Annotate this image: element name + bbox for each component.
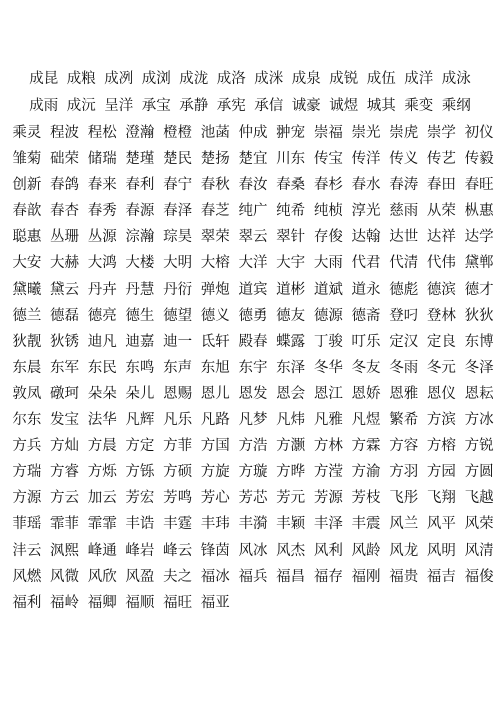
name-cell: 方定 [125,438,155,455]
name-cell: 础荣 [50,151,80,168]
header-name: 乘变 [404,98,434,114]
name-cell: 芳元 [276,490,306,507]
name-cell: 风平 [426,516,456,533]
name-cell: 迪嘉 [125,333,155,350]
name-cell: 春泽 [163,203,193,220]
name-cell: 迪凡 [87,333,117,350]
name-cell: 春芝 [200,203,230,220]
name-cell: 德才 [464,281,494,298]
name-cell: 福卿 [87,594,117,611]
name-cell: 风清 [464,542,494,559]
name-cell: 达世 [389,229,419,246]
name-cell: 夫之 [163,568,193,585]
name-cell: 传艺 [426,151,456,168]
name-cell: 大雨 [313,255,343,272]
name-cell: 程松 [87,125,117,141]
name-cell: 慈雨 [389,203,419,220]
header-name: 呈洋 [104,98,134,114]
name-cell: 方烁 [87,464,117,481]
name-cell: 纯桢 [313,203,343,220]
name-cell: 福兵 [238,568,268,585]
header-name: 成泷 [179,71,209,87]
name-cell: 达祥 [426,229,456,246]
name-cell: 大鸿 [87,255,117,272]
name-cell: 大赫 [50,255,80,272]
name-cell: 风冰 [238,542,268,559]
name-cell: 聪惠 [12,229,42,246]
name-cell: 方灿 [50,438,80,455]
name-cell: 凡雅 [313,412,343,429]
name-cell: 法华 [87,412,117,429]
name-cell: 黛曦 [12,281,42,298]
header-name: 承宪 [216,98,246,114]
name-cell: 代伟 [426,255,456,272]
name-cell: 霏霏 [87,516,117,533]
header-row-1 [0,66,500,93]
name-cell: 风明 [426,542,456,559]
name-cell: 芳源 [313,490,343,507]
name-grid [8,120,499,616]
name-cell: 峰云 [163,542,193,559]
header-name: 承信 [254,98,284,114]
name-cell: 方霖 [351,438,381,455]
name-cell: 风龙 [389,542,419,559]
name-cell: 方锐 [464,438,494,455]
name-cell: 大楼 [125,255,155,272]
name-cell: 纯广 [238,203,268,220]
name-cell: 福贵 [389,568,419,585]
name-cell: 春旺 [464,177,494,194]
name-cell: 春来 [87,177,117,194]
name-cell: 风杰 [276,542,306,559]
name-cell: 飞翔 [426,490,456,507]
name-cell: 春秋 [200,177,230,194]
name-cell: 仲成 [238,125,268,141]
name-cell: 风荣 [464,516,494,533]
name-cell: 方铄 [125,464,155,481]
name-cell: 德义 [200,307,230,324]
name-cell: 方灏 [276,438,306,455]
name-cell: 冬华 [313,359,343,376]
name-cell: 春杏 [50,203,80,220]
name-cell: 福昌 [276,568,306,585]
name-cell: 雏菊 [12,151,42,168]
name-cell: 德亮 [87,307,117,324]
name-cell: 崇虎 [389,125,419,141]
name-cell: 春宁 [163,177,193,194]
name-cell: 芳枝 [351,490,381,507]
name-cell: 丰颖 [276,516,306,533]
name-cell: 方冰 [464,412,494,429]
header-name: 成昆 [29,71,59,87]
name-cell: 福吉 [426,568,456,585]
name-cell: 德勇 [238,307,268,324]
name-cell: 风龄 [351,542,381,559]
name-cell: 芳宏 [125,490,155,507]
name-cell: 代君 [351,255,381,272]
name-cell: 冬友 [351,359,381,376]
name-cell: 方晨 [87,438,117,455]
name-cell: 方硕 [163,464,193,481]
name-cell: 创新 [12,177,42,194]
name-cell: 东鸣 [125,359,155,376]
name-cell: 蝶露 [276,333,306,350]
name-cell: 恩耘 [464,385,494,402]
name-cell: 凡梦 [238,412,268,429]
name-cell: 冬雨 [389,359,419,376]
name-cell: 方菲 [163,438,193,455]
name-cell: 德滨 [426,281,456,298]
header-name: 成雨 [29,98,59,114]
name-cell: 风微 [50,568,80,585]
name-cell: 氐轩 [200,333,230,350]
name-cell: 恩会 [276,385,306,402]
name-cell: 飞彤 [389,490,419,507]
name-cell: 春利 [125,177,155,194]
name-cell: 方林 [313,438,343,455]
name-cell: 春田 [426,177,456,194]
name-cell: 东民 [87,359,117,376]
name-cell: 丹卉 [87,281,117,298]
name-cell: 福俊 [464,568,494,585]
name-cell: 丰震 [351,516,381,533]
name-cell: 达学 [464,229,494,246]
name-cell: 东博 [464,333,494,350]
name-cell: 川东 [276,151,306,168]
header-name: 成洣 [254,71,284,87]
name-cell: 方容 [389,438,419,455]
header-name: 成泳 [441,71,471,87]
header-name: 承宝 [141,98,171,114]
name-cell: 楚民 [163,151,193,168]
name-cell: 东宇 [238,359,268,376]
name-cell: 丰玮 [200,516,230,533]
header-name: 承静 [179,98,209,114]
name-cell: 春鸽 [50,177,80,194]
name-cell: 冬元 [426,359,456,376]
name-cell: 淙瀚 [125,229,155,246]
name-cell: 黛云 [50,281,80,298]
name-cell: 丹衍 [163,281,193,298]
name-cell: 恩赐 [163,385,193,402]
name-cell: 方渝 [351,464,381,481]
header-name: 成伍 [366,71,396,87]
header-name: 成洛 [216,71,246,87]
name-cell: 凡炜 [276,412,306,429]
name-cell: 楚宜 [238,151,268,168]
header-name: 成洋 [404,71,434,87]
name-cell: 凡乐 [163,412,193,429]
name-cell: 凡煜 [351,412,381,429]
name-cell: 峰通 [87,542,117,559]
name-cell: 德磊 [50,307,80,324]
name-cell: 春秀 [87,203,117,220]
name-cell: 芳鸣 [163,490,193,507]
name-cell: 狄狄 [464,307,494,324]
name-cell: 大安 [12,255,42,272]
name-cell: 福刚 [351,568,381,585]
name-cell: 飞越 [464,490,494,507]
name-cell: 方榕 [426,438,456,455]
name-cell: 恩江 [313,385,343,402]
name-cell: 福亚 [200,594,230,611]
header-name: 成冽 [104,71,134,87]
header-block [0,66,500,120]
name-cell: 东声 [163,359,193,376]
name-cell: 恩仪 [426,385,456,402]
name-cell: 崇光 [351,125,381,141]
name-cell: 风利 [313,542,343,559]
name-cell: 狄锈 [50,333,80,350]
name-cell: 德斋 [351,307,381,324]
name-cell: 传义 [389,151,419,168]
name-cell: 传宝 [313,151,343,168]
name-cell: 道宾 [238,281,268,298]
name-cell: 朵朵 [87,385,117,402]
name-cell: 德生 [125,307,155,324]
name-cell: 敦凤 [12,385,42,402]
name-cell: 橙橙 [163,125,193,141]
name-cell: 登叼 [389,307,419,324]
name-cell: 恩儿 [200,385,230,402]
name-cell: 福旺 [163,594,193,611]
name-cell: 琮昊 [163,229,193,246]
name-cell: 朵儿 [125,385,155,402]
name-cell: 程波 [50,125,80,141]
name-cell: 狄靓 [12,333,42,350]
name-cell: 翠云 [238,229,268,246]
name-cell: 迪一 [163,333,193,350]
name-cell: 储瑞 [87,151,117,168]
name-cell: 尔东 [12,412,42,429]
name-cell: 风欣 [87,568,117,585]
name-cell: 恩发 [238,385,268,402]
name-cell: 池菡 [200,125,230,141]
header-name: 成沅 [66,98,96,114]
header-name: 成浏 [141,71,171,87]
name-cell: 风兰 [389,516,419,533]
name-cell: 丹慧 [125,281,155,298]
name-cell: 恩雅 [389,385,419,402]
name-cell: 道斌 [313,281,343,298]
name-cell: 大榕 [200,255,230,272]
name-cell: 存俊 [313,229,343,246]
name-cell: 沣云 [12,542,42,559]
name-cell: 风燃 [12,568,42,585]
name-cell: 丰漪 [238,516,268,533]
name-cell: 德兰 [12,307,42,324]
name-cell: 翀宠 [276,125,306,141]
name-cell: 楚扬 [200,151,230,168]
name-cell: 凡辉 [125,412,155,429]
name-cell: 方羽 [389,464,419,481]
header-name: 城其 [366,98,396,114]
name-cell: 道永 [351,281,381,298]
name-cell: 定汉 [389,333,419,350]
name-cell: 弹炮 [200,281,230,298]
name-cell: 淳光 [351,203,381,220]
name-cell: 东泽 [276,359,306,376]
name-cell: 礅珂 [50,385,80,402]
name-cell: 道彬 [276,281,306,298]
name-cell: 福岭 [50,594,80,611]
name-cell: 定良 [426,333,456,350]
name-cell: 德望 [163,307,193,324]
name-cell: 崇学 [426,125,456,141]
name-cell: 德彪 [389,281,419,298]
name-cell: 方滨 [426,412,456,429]
name-cell: 黛郸 [464,255,494,272]
name-cell: 芳芯 [238,490,268,507]
name-cell: 传洋 [351,151,381,168]
name-cell: 春杉 [313,177,343,194]
name-cell: 福存 [313,568,343,585]
name-cell: 大宇 [276,255,306,272]
name-cell: 登林 [426,307,456,324]
name-cell: 春涛 [389,177,419,194]
name-cell: 芳心 [200,490,230,507]
name-cell: 方园 [426,464,456,481]
name-cell: 楚瑾 [125,151,155,168]
name-cell: 方圆 [464,464,494,481]
name-cell: 达翰 [351,229,381,246]
header-name: 成泉 [291,71,321,87]
name-cell: 峰岩 [125,542,155,559]
name-cell: 枞惠 [464,203,494,220]
name-cell: 澄瀚 [125,125,155,141]
header-row-2 [0,93,500,120]
name-cell: 福利 [12,594,42,611]
name-cell: 方国 [200,438,230,455]
name-cell: 春源 [125,203,155,220]
name-cell: 代清 [389,255,419,272]
name-cell: 从荣 [426,203,456,220]
name-cell: 翠荣 [200,229,230,246]
name-cell: 加云 [87,490,117,507]
header-name: 成粮 [66,71,96,87]
name-cell: 沨熙 [50,542,80,559]
name-cell: 德源 [313,307,343,324]
name-cell: 春歆 [12,203,42,220]
name-cell: 初仪 [464,125,494,141]
name-cell: 方睿 [50,464,80,481]
name-cell: 传毅 [464,151,494,168]
name-cell: 方瑞 [12,464,42,481]
name-cell: 乘灵 [12,125,42,141]
name-cell: 东军 [50,359,80,376]
name-cell: 锋茵 [200,542,230,559]
name-cell: 方浩 [238,438,268,455]
name-cell: 东晨 [12,359,42,376]
name-cell: 崇福 [313,125,343,141]
name-cell: 春桑 [276,177,306,194]
name-cell: 发宝 [50,412,80,429]
name-cell: 丛珊 [50,229,80,246]
name-cell: 霏菲 [50,516,80,533]
header-name: 成锐 [329,71,359,87]
name-cell: 春汝 [238,177,268,194]
name-cell: 翠针 [276,229,306,246]
name-cell: 丛源 [87,229,117,246]
name-cell: 冬泽 [464,359,494,376]
name-cell: 殿春 [238,333,268,350]
name-cell: 方滢 [313,464,343,481]
name-cell: 方云 [50,490,80,507]
name-cell: 丁骏 [313,333,343,350]
header-name: 诚煜 [329,98,359,114]
name-cell: 恩娇 [351,385,381,402]
name-cell: 德友 [276,307,306,324]
name-cell: 大明 [163,255,193,272]
name-cell: 丰诰 [125,516,155,533]
name-cell: 东旭 [200,359,230,376]
name-cell: 叮乐 [351,333,381,350]
name-cell: 凡路 [200,412,230,429]
name-cell: 春水 [351,177,381,194]
name-cell: 丰霆 [163,516,193,533]
name-cell: 风盈 [125,568,155,585]
name-cell: 菲瑶 [12,516,42,533]
name-cell: 方璇 [238,464,268,481]
name-cell: 大洋 [238,255,268,272]
name-cell: 繁希 [389,412,419,429]
name-cell: 纯希 [276,203,306,220]
name-cell: 方晔 [276,464,306,481]
header-name: 诚豪 [291,98,321,114]
name-cell: 方源 [12,490,42,507]
name-cell: 方旋 [200,464,230,481]
name-cell: 福顺 [125,594,155,611]
name-cell: 方兵 [12,438,42,455]
name-cell: 丰泽 [313,516,343,533]
header-name: 乘纲 [441,98,471,114]
name-cell: 福冰 [200,568,230,585]
